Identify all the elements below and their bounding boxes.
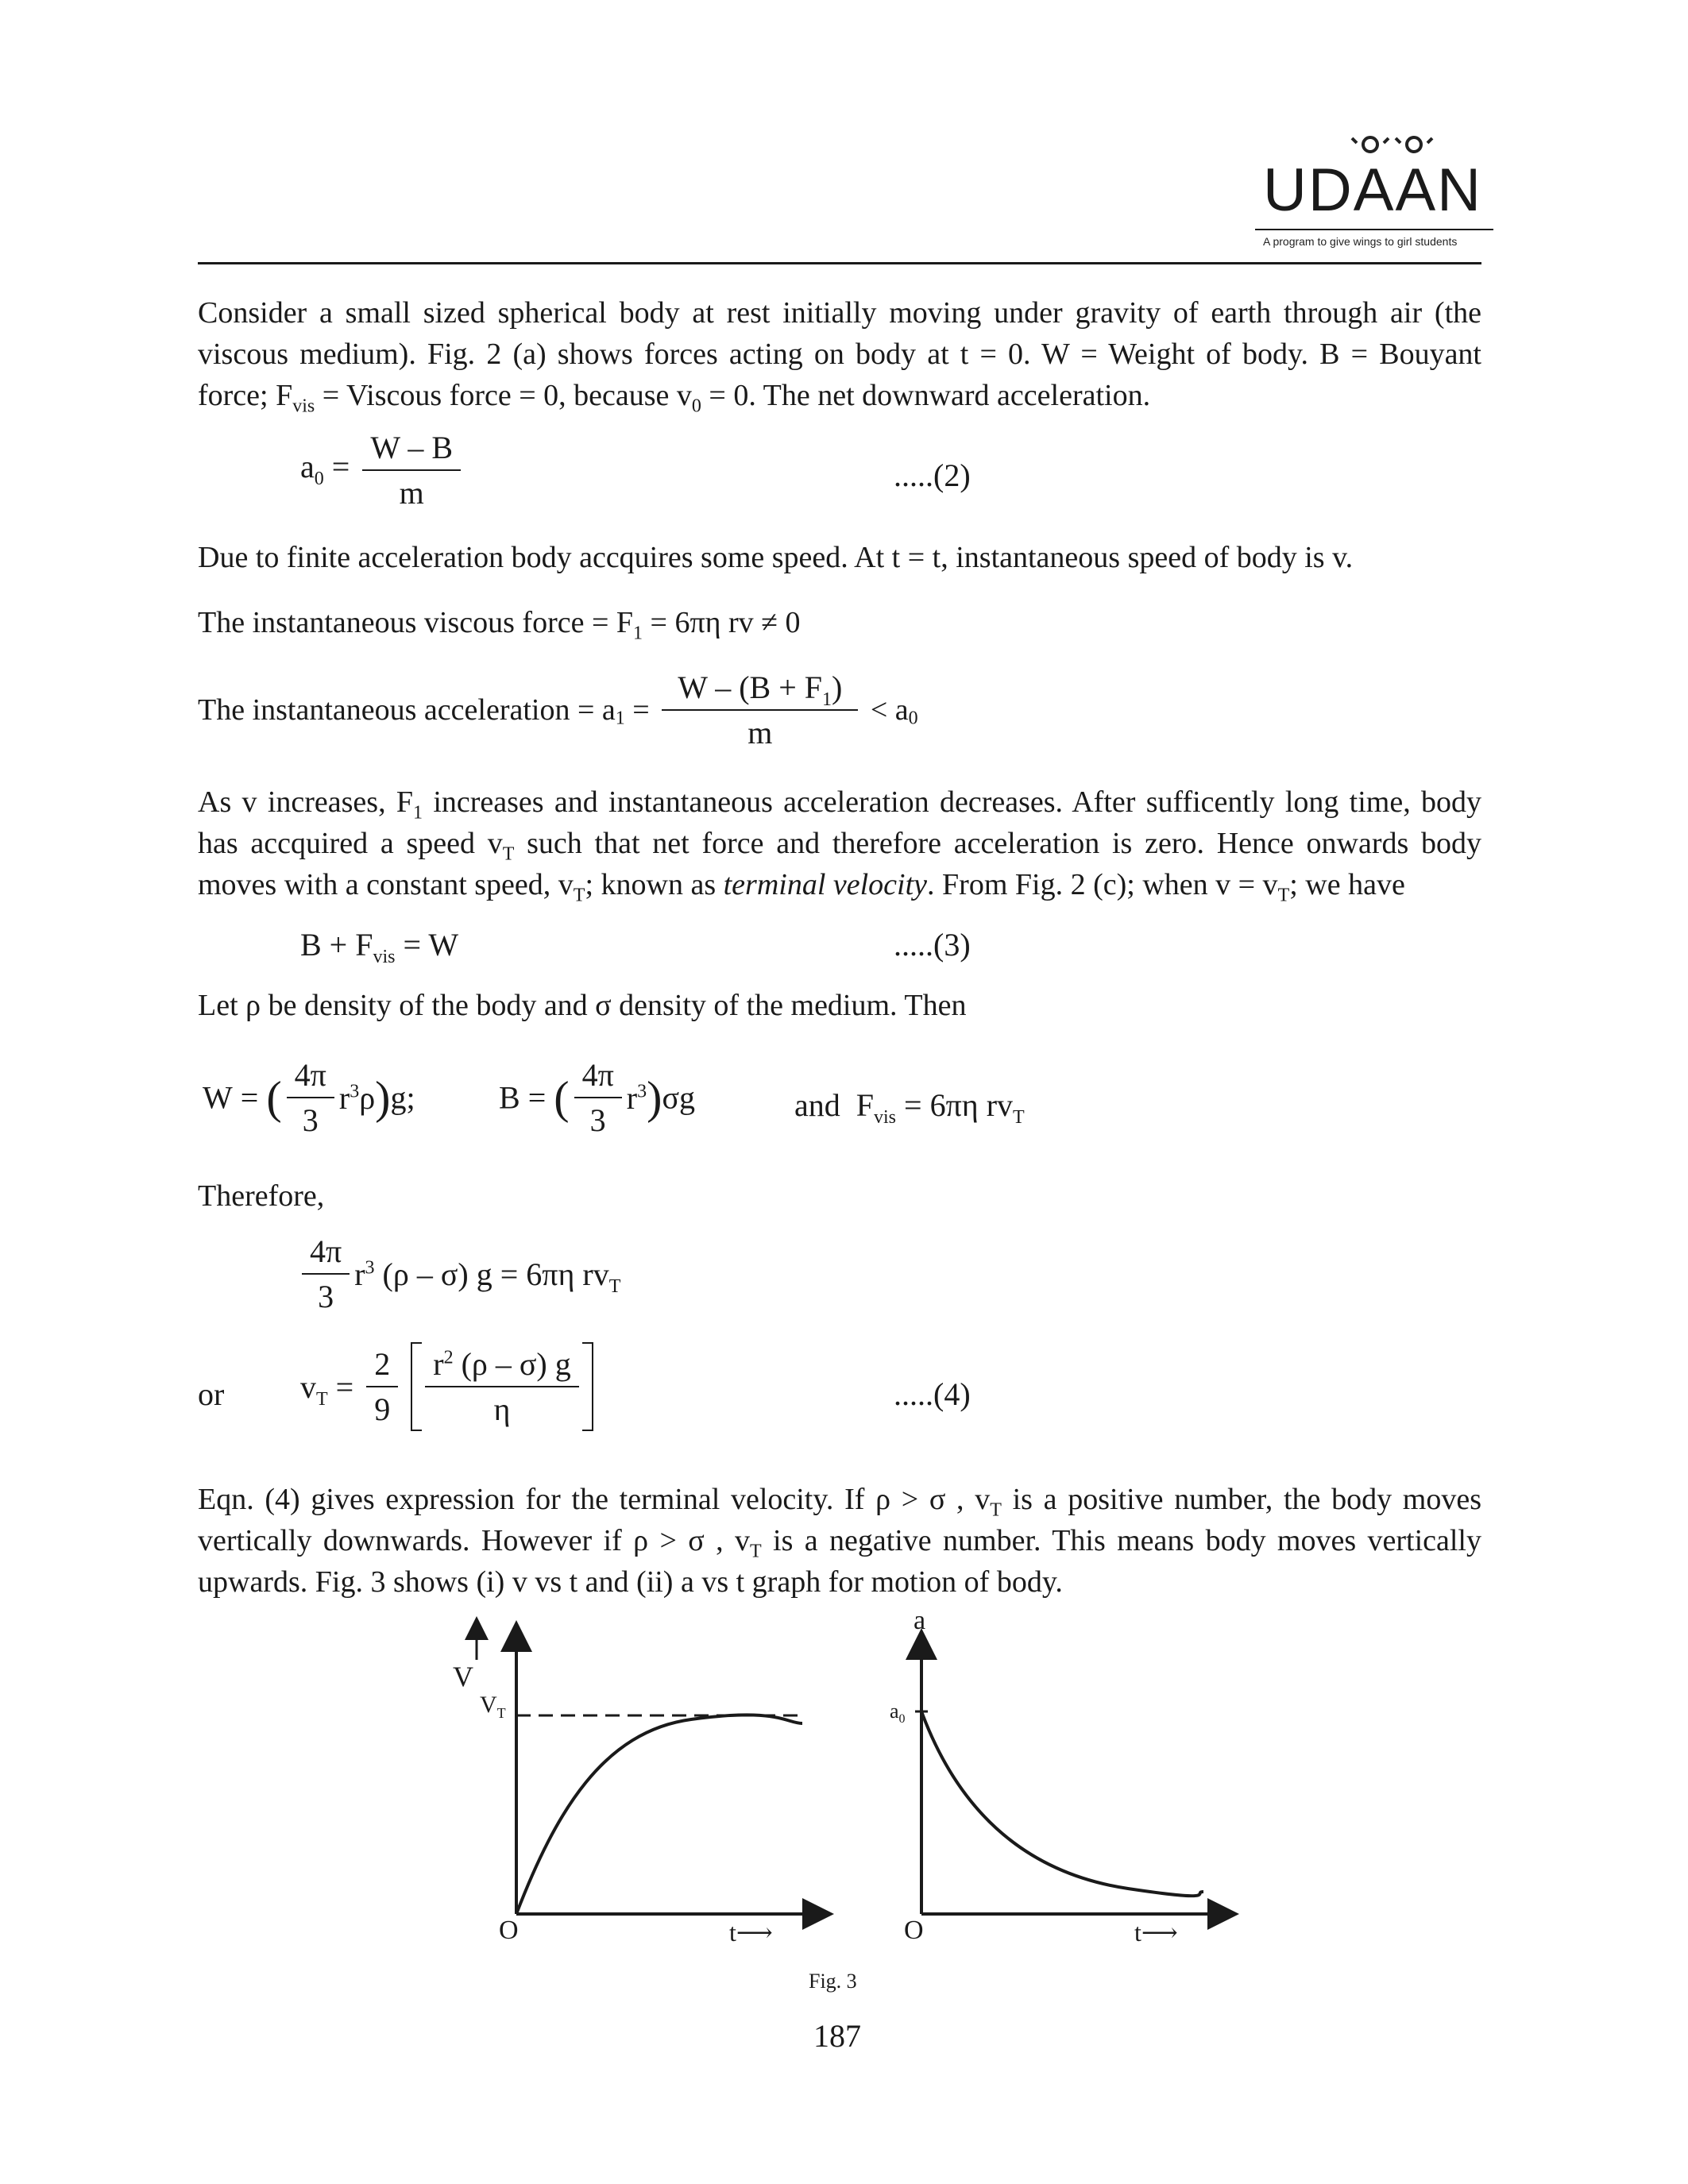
paragraph-1-end: = Viscous force = 0, because v xyxy=(322,379,692,412)
v-vs-t-graph xyxy=(477,1628,818,1914)
equation-3-label: .....(3) xyxy=(894,927,971,963)
F-vis-symbol: $F_{vis}$ xyxy=(276,379,315,417)
logo-text: UDAAN xyxy=(1263,156,1483,224)
fig-right-origin: O xyxy=(904,1916,924,1945)
equation-2: $a_0$ = $\frac{W - B}{m}$ xyxy=(300,429,465,511)
equation-weight: W = ( $\frac{4\pi}{3}$ $r^3\rho)g$; xyxy=(203,1057,415,1138)
logo-tagline: A program to give wings to girl students xyxy=(1263,235,1458,248)
header-rule xyxy=(198,262,1481,264)
paragraph-8: Eqn. (4) gives expression for the terminal velocity. If ρ > σ , $v_T$ is a positive number, the body moves vertically downwards. However if ρ > σ , $v_T$ is a negative number. This means body moves vertically upwards. Fig. 3 shows (i) v vs t and (ii) a vs t graph for motion of body. xyxy=(198,1483,1482,1599)
equation-balance: $\frac{4\pi}{3}$ $r^3$ (ρ – σ) g = 6πη $rv_T$ xyxy=(297,1233,620,1315)
equation-3: $B + F_{vis} = W$ xyxy=(300,927,459,967)
paragraph-1: Consider a small sized spherical body at rest initially moving under gravity of earth through air (the viscous medium). Fig. 2 (a) shows forces acting on body at t = 0. W = Weight of body. B = Bouyant force; $F_{vis}$ = Viscous force = 0, because $v_0 = 0$. The net downward acceleration. xyxy=(198,296,1481,417)
fig-right-t-label: t⟶ xyxy=(1134,1918,1178,1947)
paragraph-5: As v increases, $F_1$ increases and instantaneous acceleration decreases. After sufficently long time, body has accquired a speed $v_T$ such that net force and therefore acceleration is zero. Hence onwards body moves with a constant speed, $v_T$; known as terminal velocity. From Fig. 2 (c); when $v = v_T$; we have xyxy=(198,785,1482,906)
figure-caption: Fig. 3 xyxy=(809,1970,857,1993)
logo xyxy=(1255,127,1493,226)
equation-4-label: .....(4) xyxy=(894,1376,971,1412)
equation-4: $v_T$ = $\frac{2}{9}$ $\frac{r^2 (\rho - \sigma) g}{\eta}$ xyxy=(300,1342,593,1431)
velocity-curve xyxy=(516,1715,802,1914)
logo-underline xyxy=(1255,229,1493,230)
page-number: 187 xyxy=(813,2018,861,2054)
viscous-force-line: The instantaneous viscous force = $F_1 = 6\pi\eta$ rv ≠ 0 xyxy=(198,606,801,644)
paragraph-6: Let ρ be density of the body and σ density of the medium. Then xyxy=(198,989,967,1022)
fig-v-label: V xyxy=(453,1661,473,1692)
acceleration-curve xyxy=(921,1711,1203,1896)
figure-3 xyxy=(429,1612,1239,1978)
paragraph-2: Due to finite acceleration body accquires some speed. At t = t, instantaneous speed of body is v. xyxy=(198,541,1354,574)
equation-2-label: .....(2) xyxy=(894,457,971,493)
fig-left-origin: O xyxy=(499,1916,519,1945)
a-vs-t-graph xyxy=(915,1644,1223,1914)
paragraph-1-tail: = 0. The net downward acceleration. xyxy=(709,379,1151,412)
instant-acceleration-line: The instantaneous acceleration = $a_1$ = $\frac{W - (B + F_1)}{m}$ < $a_0$ xyxy=(198,669,918,751)
terminal-velocity-term: terminal velocity xyxy=(723,868,928,901)
fig-vt-label: $V_T$ xyxy=(480,1692,506,1721)
equation-4-or: or xyxy=(198,1376,225,1412)
fig-left-t-label: t⟶ xyxy=(729,1918,773,1947)
fig-a-label: a xyxy=(914,1606,926,1635)
equation-viscous: and $F_{vis} = 6\pi\eta$ $rv_T$ xyxy=(794,1087,1025,1128)
equation-buoyancy: B = ( $\frac{4\pi}{3}$ $r^3)\sigma g$ xyxy=(499,1057,695,1138)
fig-a0-label: $a_0$ xyxy=(890,1700,906,1727)
paragraph-1-text: Consider a small sized spherical body at rest initially moving under gravity of earth through air (the viscous medium). Fig. 2 (a) shows forces acting on body at t = 0. W = Weight of body. B = Bouyant force; xyxy=(198,296,1481,412)
paragraph-therefore: Therefore, xyxy=(198,1179,325,1213)
